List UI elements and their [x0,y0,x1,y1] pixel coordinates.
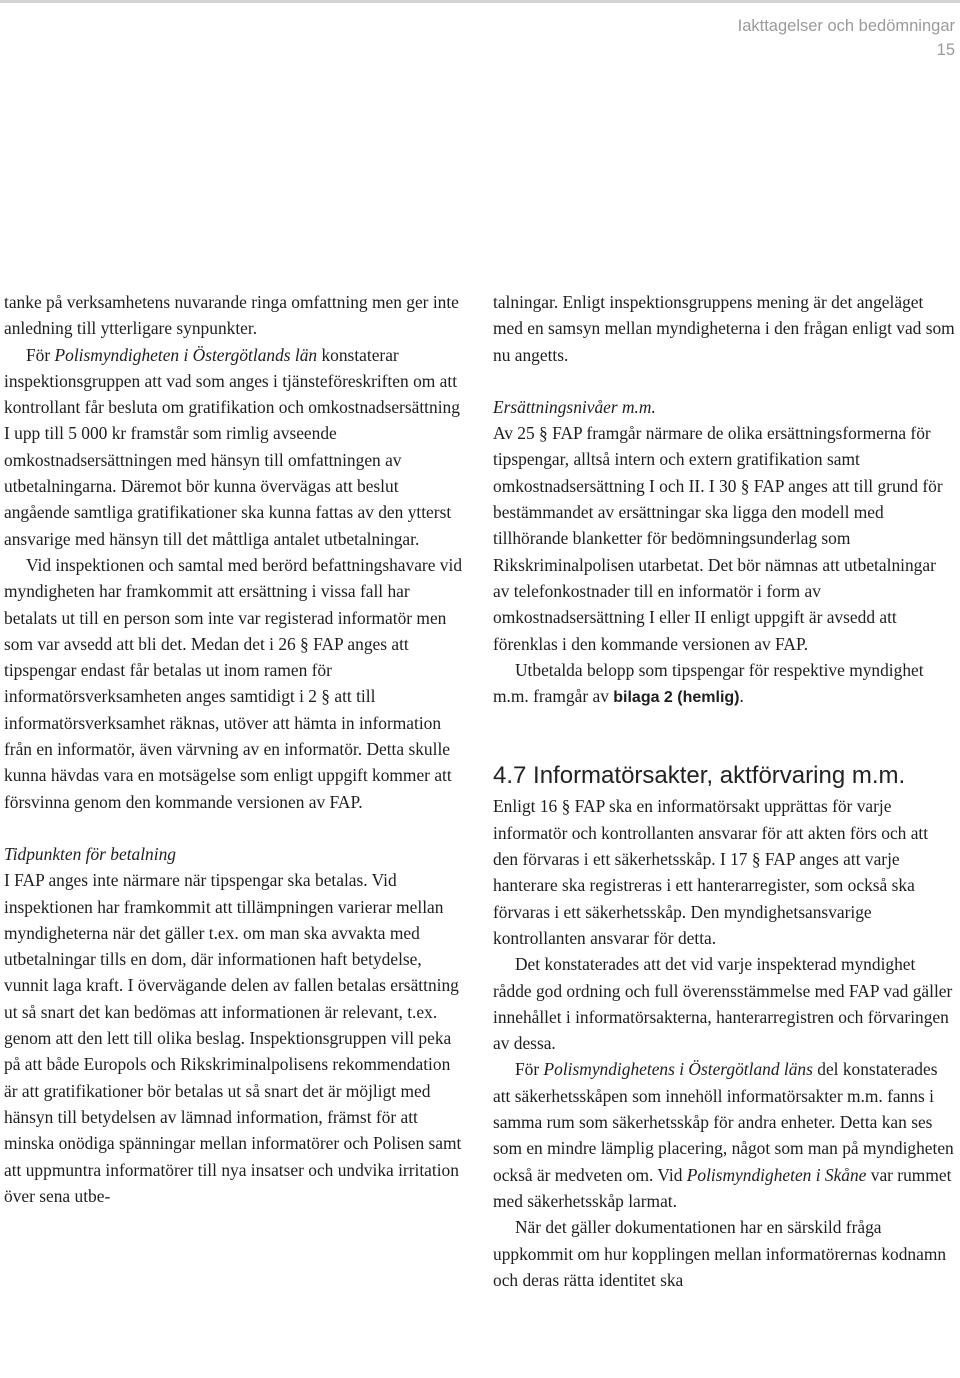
agency-name: Polismyndigheten i Östergötlands län [54,344,318,365]
section-name: Iakttagelser och bedömningar [737,17,955,35]
top-rule [0,0,960,3]
text: För [515,1059,544,1080]
paragraph [493,657,955,712]
text: För [26,344,55,365]
appendix-reference: bilaga 2 (hemlig) [613,689,740,707]
paragraph [4,342,466,552]
paragraph: tanke på verksamhetens nuvarande ringa omfattning men ger inte anledning till ytterligare synpunkter. [4,292,459,339]
text: konstaterar inspektionsgruppen att vad som anges i tjänsteföreskriften om att kontrollant får besluta om gratifikation och omkostnadsersättning I upp till 5 000 kr framstår som rimlig avseende omkostnadsersättningen med hänsyn till omfattningen av utbetalningarna. Däremot bör kunna övervägas att beslut angående samtliga gratifikationer ska kunna fattas av den ytterst ansvarige med hänsyn till det måttliga antalet utbetalningar. [4,344,460,549]
text: var rummet med säkerhetsskåp larmat. [493,1164,952,1211]
page-number: 15 [936,41,955,59]
agency-name: Polismyndighetens i Östergötland läns [543,1059,813,1080]
text: . [739,686,744,707]
running-header [738,14,955,62]
paragraph: Vid inspektionen och samtal med berörd befattningshavare vid myndigheten har framkommit att ersättning i vissa fall har betalats ut till en person som inte var registerad informatör men som var avsedd att bli det. Medan det i 26 § FAP anges att tipspengar endast får betalas ut inom ramen för informatörsverksamheten anges samtidigt i 2 § att till informatörsverksamhet räknas, utöver att hämta in information från en informatör, även värvning av en informatör. Detta skulle kunna hävdas vara en motsägelse som enligt uppgift kommer att försvinna genom den kommande versionen av FAP. [4,554,463,812]
subheading: Tidpunkten för betalning [4,843,176,864]
paragraph: talningar. Enligt inspektionsgruppens mening är det angeläget med en samsyn mellan myndigheterna i den frågan enligt vad som nu angetts. [493,292,955,365]
subheading: Ersättningsnivåer m.m. [493,396,656,417]
text: Utbetalda belopp som tipspengar för respektive myndighet m.m. framgår av [493,659,924,707]
left-column [4,289,466,1209]
text: del konstaterades att säkerhetsskåpen som innehöll informatörsakter m.m. fanns i samma rum som säkerhetsskåp för andra enheter. Detta kan ses som en mindre lämplig placering, något som man på myndigheten också är medveten om. Vid [493,1059,954,1185]
agency-name: Polismyndigheten i Skåne [686,1164,867,1185]
paragraph: Det konstaterades att det vid varje inspekterad myndighet rådde god ordning och full överensstämmelse med FAP vad gäller innehållet i informatörsakterna, hanterarregistren och förvaringen av dessa. [493,954,953,1054]
paragraph: När det gäller dokumentationen har en särskild fråga uppkommit om hur kopplingen mellan informatörernas kodnamn och deras rätta identitet ska [493,1217,947,1290]
right-column [493,289,955,1293]
paragraph: I FAP anges inte närmare när tipspengar ska betalas. Vid inspektionen har framkommit att tillämpningen varierar mellan myndigheterna när det gäller t.ex. om man ska avvakta med utbetalningar tills en dom, där informationen haft betydelse, vunnit laga kraft. I övervägande delen av fallen betalas ersättning ut så snart det kan bedömas att informationen är relevant, t.ex. genom att den lett till olika beslag. Inspektionsgruppen vill peka på att både Europols och Rikskriminalpolisens rekommendation är att gratifikationer bör betalas ut så snart det är möjligt med hänsyn till betydelsen av lämnad information, främst för att minska onödiga spänningar mellan informatörer och Polisen samt att uppmuntra informatörer till nya insatser och undvika irritation över sena utbe- [4,870,462,1206]
paragraph: Enligt 16 § FAP ska en informatörsakt upprättas för varje informatör och kontrollanten ansvarar för att akten förs och att den förvaras i ett säkerhetsskåp. I 17 § FAP anges att varje hanterare ska registreras i ett hanterarregister, som också ska förvaras i ett säkerhetsskåp. Den myndighetsansvarige kontrollanten ansvarar för detta. [493,796,929,948]
section-title: 4.7 Informatörsakter, aktförvaring m.m. [493,762,906,790]
paragraph [493,1056,955,1214]
paragraph: Av 25 § FAP framgår närmare de olika ersättningsformerna för tipspengar, alltså intern och extern gratifikation samt omkostnadsersättning I och II. I 30 § FAP anges att till grund för bestämmandet av ersättningar ska ligga den modell med tillhörande blanketter för bedömningsunderlag som Rikskriminalpolisen utarbetat. Det bör nämnas att utbetalningar av telefonkostnader till en informatör i form av omkostnadsersättning I eller II enligt uppgift är avsedd att förenklas i den kommande versionen av FAP. [493,423,943,654]
